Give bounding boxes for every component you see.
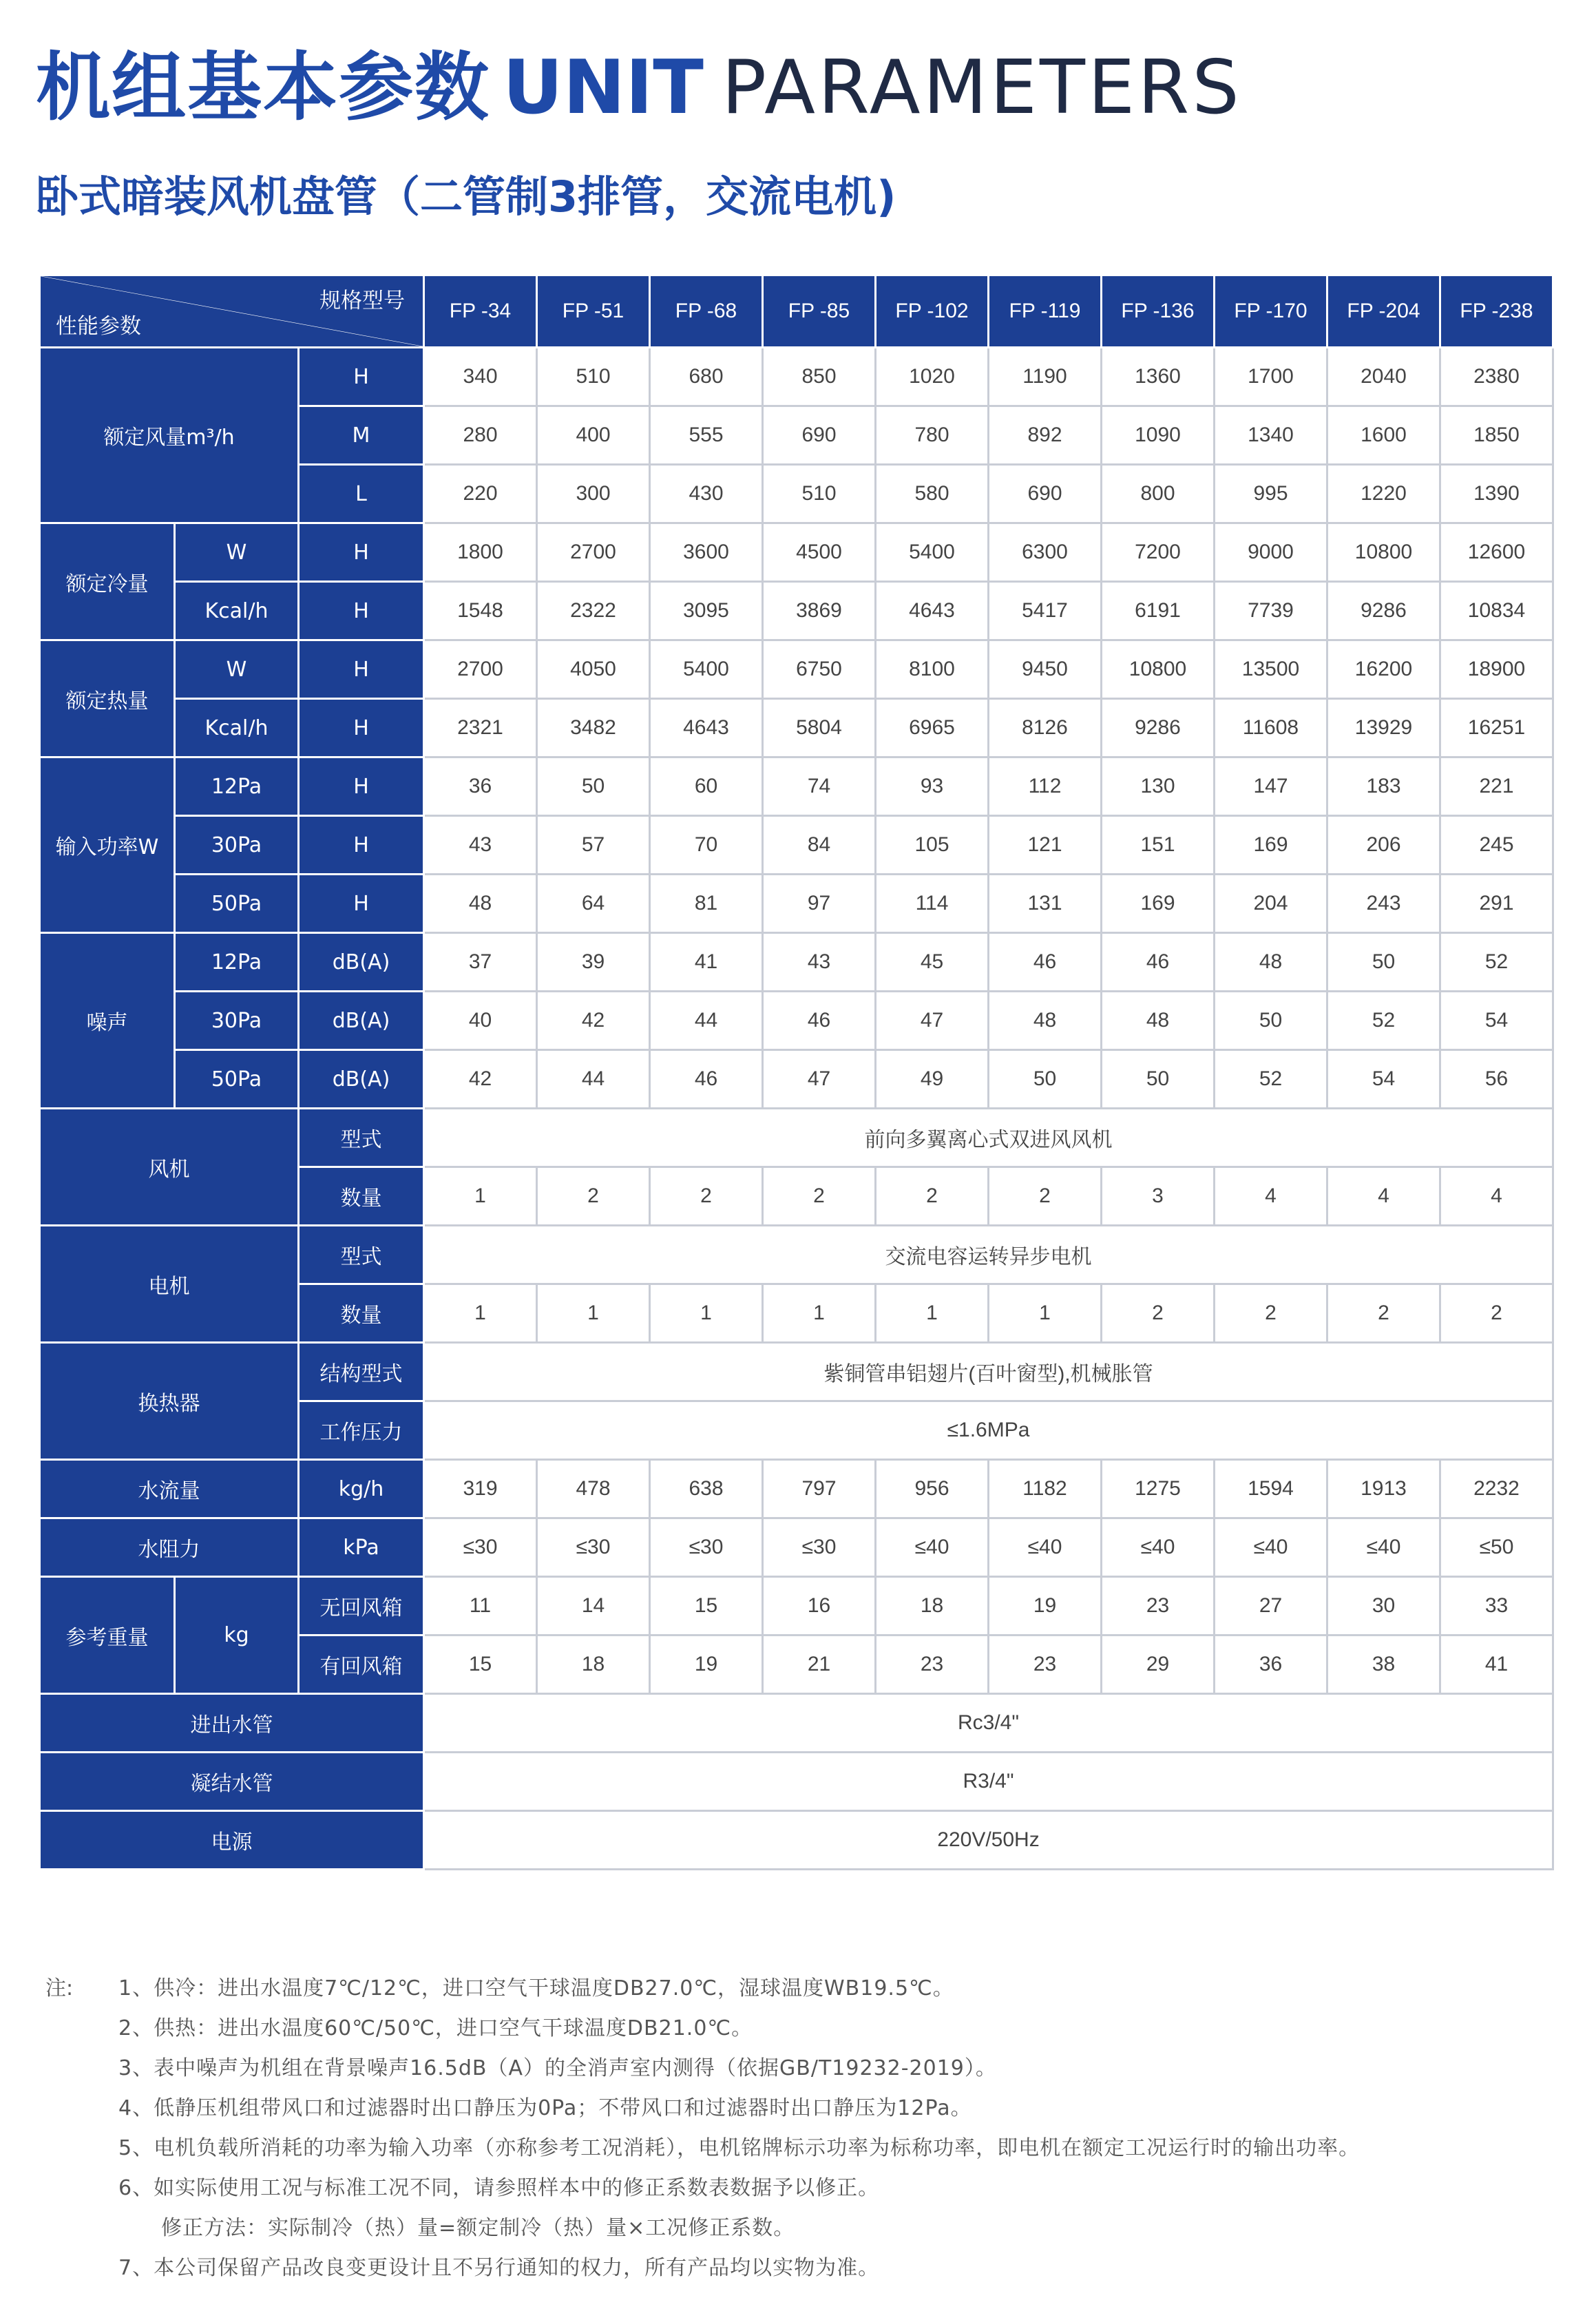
table-row [40,1460,1553,1518]
value-cell: 64 [537,875,650,933]
table-row [40,1109,1553,1167]
unit-label: kPa [299,1518,424,1577]
value-cell: 27 [1215,1577,1327,1636]
value-cell: 47 [876,992,989,1050]
unit-label: 12Pa [175,757,299,816]
value-cell: 510 [763,465,876,523]
value-cell: 1182 [989,1460,1102,1518]
value-cell: 44 [537,1050,650,1109]
value-cell: 43 [763,933,876,992]
value-cell: 147 [1215,757,1327,816]
value-cell: 680 [650,348,763,406]
table-row [40,582,1553,640]
value-cell: 1700 [1215,348,1327,406]
value-cell: ≤40 [1327,1518,1440,1577]
value-cell: 10800 [1327,523,1440,582]
value-cell: 50 [1102,1050,1215,1109]
sub-label: 结构型式 [299,1343,424,1401]
note-line: 5、电机负载所消耗的功率为输入功率（亦称参考工况消耗），电机铭牌标示功率为标称功率，即电机在额定工况运行时的输出功率。 [118,2136,1361,2160]
value-cell: 5417 [989,582,1102,640]
value-cell: 50 [1327,933,1440,992]
value-cell: 3600 [650,523,763,582]
value-cell: 41 [1440,1636,1553,1694]
value-cell: 11 [424,1577,537,1636]
value-cell: 6965 [876,699,989,757]
table-row [40,523,1553,582]
model-header: FP -85 [763,275,876,348]
value-cell: 1850 [1440,406,1553,465]
value-cell: 52 [1440,933,1553,992]
airflow-label: 额定风量m³/h [40,348,299,523]
model-header: FP -51 [537,275,650,348]
value-cell: 43 [424,816,537,875]
value-cell: 112 [989,757,1102,816]
value-cell: 23 [1102,1577,1215,1636]
value-cell: 780 [876,406,989,465]
power-label: 输入功率W [40,757,175,933]
table-row [40,348,1553,406]
value-cell: 220 [424,465,537,523]
value-cell: 12600 [1440,523,1553,582]
value-cell: 13929 [1327,699,1440,757]
model-header: FP -204 [1327,275,1440,348]
unit-label: W [175,523,299,582]
section-subtitle: 卧式暗装风机盘管（二管制3排管，交流电机) [36,171,896,222]
sub-label: H [299,875,424,933]
value-cell: 45 [876,933,989,992]
value-cell: 3 [1102,1167,1215,1226]
value-cell: 41 [650,933,763,992]
value-cell: 16200 [1327,640,1440,699]
table-row [40,1753,1553,1811]
value-cell: 1594 [1215,1460,1327,1518]
value-cell: 10800 [1102,640,1215,699]
heating-label: 额定热量 [40,640,175,757]
table-row [40,1577,1553,1636]
value-cell: 956 [876,1460,989,1518]
value-cell: 892 [989,406,1102,465]
value-cell: 1913 [1327,1460,1440,1518]
power-supply-label: 电源 [40,1811,424,1870]
value-cell: 16 [763,1577,876,1636]
drain-pipe-label: 凝结水管 [40,1753,424,1811]
unit-label: W [175,640,299,699]
value-cell: 131 [989,875,1102,933]
value-cell: 638 [650,1460,763,1518]
value-cell: 36 [424,757,537,816]
value-cell: 19 [989,1577,1102,1636]
value-cell: 1800 [424,523,537,582]
power-supply-value: 220V/50Hz [424,1811,1553,1870]
value-cell: 4 [1440,1167,1553,1226]
value-cell: 48 [989,992,1102,1050]
value-cell: 42 [424,1050,537,1109]
motor-type-value: 交流电容运转异步电机 [424,1226,1553,1284]
fan-label: 风机 [40,1109,299,1226]
table-row [40,933,1553,992]
value-cell: 169 [1102,875,1215,933]
value-cell: ≤30 [537,1518,650,1577]
unit-label: 12Pa [175,933,299,992]
model-header: FP -68 [650,275,763,348]
value-cell: 280 [424,406,537,465]
value-cell: 510 [537,348,650,406]
value-cell: 221 [1440,757,1553,816]
value-cell: 206 [1327,816,1440,875]
page-title [36,28,1242,131]
value-cell: ≤30 [424,1518,537,1577]
value-cell: 93 [876,757,989,816]
value-cell: 37 [424,933,537,992]
value-cell: 478 [537,1460,650,1518]
value-cell: 57 [537,816,650,875]
value-cell: 2 [1215,1284,1327,1343]
value-cell: 2 [1440,1284,1553,1343]
inlet-pipe-label: 进出水管 [40,1694,424,1753]
value-cell: 121 [989,816,1102,875]
value-cell: 30 [1327,1577,1440,1636]
value-cell: 430 [650,465,763,523]
value-cell: 797 [763,1460,876,1518]
value-cell: 1 [537,1284,650,1343]
corner-bottom-label: 性能参数 [56,314,141,339]
unit-label: kg/h [299,1460,424,1518]
unit-label: 50Pa [175,875,299,933]
value-cell: 2321 [424,699,537,757]
water-flow-label: 水流量 [40,1460,299,1518]
exchanger-struct-value: 紫铜管串铝翅片(百叶窗型),机械胀管 [424,1343,1553,1401]
value-cell: 2232 [1440,1460,1553,1518]
value-cell: 39 [537,933,650,992]
value-cell: 1 [876,1284,989,1343]
value-cell: 40 [424,992,537,1050]
value-cell: 291 [1440,875,1553,933]
value-cell: 2 [989,1167,1102,1226]
model-header: FP -102 [876,275,989,348]
value-cell: 400 [537,406,650,465]
table-row [40,1811,1553,1870]
value-cell: 19 [650,1636,763,1694]
value-cell: 5804 [763,699,876,757]
value-cell: 84 [763,816,876,875]
value-cell: 4643 [650,699,763,757]
drain-pipe-value: R3/4" [424,1753,1553,1811]
value-cell: 2 [1327,1284,1440,1343]
value-cell: 300 [537,465,650,523]
note-line: 6、如实际使用工况与标准工况不同，请参照样本中的修正系数表数据予以修正。 [118,2176,880,2200]
sub-label: H [299,640,424,699]
note-line: 2、供热：进出水温度60℃/50℃，进口空气干球温度DB21.0℃。 [118,2016,753,2040]
value-cell: 114 [876,875,989,933]
value-cell: 800 [1102,465,1215,523]
value-cell: 555 [650,406,763,465]
value-cell: 1 [989,1284,1102,1343]
value-cell: 1 [424,1167,537,1226]
sub-label: dB(A) [299,1050,424,1109]
unit-parameters-table [39,274,1554,1870]
note-line: 1、供冷：进出水温度7℃/12℃，进口空气干球温度DB27.0℃，湿球温度WB19.5℃。 [118,1976,954,2000]
sub-label: dB(A) [299,933,424,992]
water-resist-label: 水阻力 [40,1518,299,1577]
value-cell: 1090 [1102,406,1215,465]
value-cell: 1 [424,1284,537,1343]
value-cell: 42 [537,992,650,1050]
value-cell: 204 [1215,875,1327,933]
table-row [40,875,1553,933]
value-cell: 1360 [1102,348,1215,406]
value-cell: 995 [1215,465,1327,523]
sub-label: 数量 [299,1167,424,1226]
value-cell: 2 [1102,1284,1215,1343]
noise-label: 噪声 [40,933,175,1109]
table-row [40,275,1553,348]
value-cell: 11608 [1215,699,1327,757]
value-cell: 48 [1102,992,1215,1050]
table-row [40,992,1553,1050]
value-cell: 23 [989,1636,1102,1694]
sub-label: 型式 [299,1226,424,1284]
value-cell: 48 [424,875,537,933]
value-cell: 245 [1440,816,1553,875]
value-cell: 16251 [1440,699,1553,757]
value-cell: 52 [1215,1050,1327,1109]
value-cell: 74 [763,757,876,816]
unit-label: 30Pa [175,816,299,875]
unit-label: 50Pa [175,1050,299,1109]
exchanger-label: 换热器 [40,1343,299,1460]
value-cell: 183 [1327,757,1440,816]
value-cell: 56 [1440,1050,1553,1109]
value-cell: 243 [1327,875,1440,933]
value-cell: 29 [1102,1636,1215,1694]
note-line: 4、低静压机组带风口和过滤器时出口静压为0Pa；不带风口和过滤器时出口静压为12Pa。 [118,2096,972,2120]
value-cell: ≤50 [1440,1518,1553,1577]
value-cell: 3869 [763,582,876,640]
value-cell: 33 [1440,1577,1553,1636]
value-cell: 21 [763,1636,876,1694]
sub-label: H [299,582,424,640]
inlet-pipe-value: Rc3/4" [424,1694,1553,1753]
sub-label: dB(A) [299,992,424,1050]
value-cell: 23 [876,1636,989,1694]
value-cell: 2322 [537,582,650,640]
value-cell: 2700 [537,523,650,582]
value-cell: 38 [1327,1636,1440,1694]
sub-label: H [299,523,424,582]
value-cell: 54 [1440,992,1553,1050]
value-cell: 2 [763,1167,876,1226]
unit-label: 30Pa [175,992,299,1050]
value-cell: 3482 [537,699,650,757]
value-cell: 15 [424,1636,537,1694]
value-cell: 5400 [876,523,989,582]
sub-label: H [299,757,424,816]
value-cell: 46 [1102,933,1215,992]
value-cell: 151 [1102,816,1215,875]
note-line: 7、本公司保留产品改良变更设计且不另行通知的权力，所有产品均以实物为准。 [118,2256,880,2280]
value-cell: 47 [763,1050,876,1109]
value-cell: 8126 [989,699,1102,757]
exchanger-pressure-value: ≤1.6MPa [424,1401,1553,1460]
value-cell: 15 [650,1577,763,1636]
corner-header [40,275,424,348]
model-header: FP -119 [989,275,1102,348]
table-row [40,757,1553,816]
value-cell: 3095 [650,582,763,640]
value-cell: 97 [763,875,876,933]
value-cell: 54 [1327,1050,1440,1109]
value-cell: 1220 [1327,465,1440,523]
value-cell: 1190 [989,348,1102,406]
value-cell: 2040 [1327,348,1440,406]
value-cell: 4500 [763,523,876,582]
model-header: FP -34 [424,275,537,348]
fan-type-value: 前向多翼离心式双进风风机 [424,1109,1553,1167]
value-cell: 9450 [989,640,1102,699]
unit-label: Kcal/h [175,582,299,640]
value-cell: 169 [1215,816,1327,875]
page-title-en-bold: UNIT [503,45,704,131]
notes-head: 注: [45,1976,74,2000]
value-cell: 8100 [876,640,989,699]
value-cell: 13500 [1215,640,1327,699]
value-cell: 7200 [1102,523,1215,582]
table-row [40,640,1553,699]
model-header: FP -238 [1440,275,1553,348]
table-row [40,816,1553,875]
value-cell: 48 [1215,933,1327,992]
value-cell: 130 [1102,757,1215,816]
sub-label: 无回风箱 [299,1577,424,1636]
value-cell: 44 [650,992,763,1050]
value-cell: 4 [1327,1167,1440,1226]
value-cell: 1600 [1327,406,1440,465]
model-header: FP -136 [1102,275,1215,348]
note-line: 3、表中噪声为机组在背景噪声16.5dB（A）的全消声室内测得（依据GB/T19232-2019）。 [118,2056,997,2080]
value-cell: 4050 [537,640,650,699]
value-cell: 9286 [1102,699,1215,757]
value-cell: 1020 [876,348,989,406]
value-cell: 2 [650,1167,763,1226]
value-cell: 2380 [1440,348,1553,406]
value-cell: ≤30 [763,1518,876,1577]
value-cell: 2 [537,1167,650,1226]
unit-label: Kcal/h [175,699,299,757]
value-cell: 50 [989,1050,1102,1109]
value-cell: 1340 [1215,406,1327,465]
value-cell: ≤40 [1102,1518,1215,1577]
value-cell: 5400 [650,640,763,699]
value-cell: 2700 [424,640,537,699]
motor-label: 电机 [40,1226,299,1343]
value-cell: 4643 [876,582,989,640]
value-cell: 105 [876,816,989,875]
value-cell: 6191 [1102,582,1215,640]
page-title-en-light: PARAMETERS [721,45,1242,131]
value-cell: 690 [763,406,876,465]
value-cell: 580 [876,465,989,523]
value-cell: 1 [650,1284,763,1343]
value-cell: 49 [876,1050,989,1109]
table-row [40,1050,1553,1109]
page-title-cn: 机组基本参数 [36,45,491,131]
value-cell: 60 [650,757,763,816]
value-cell: 690 [989,465,1102,523]
value-cell: 46 [989,933,1102,992]
model-header: FP -170 [1215,275,1327,348]
table-row [40,1694,1553,1753]
value-cell: 36 [1215,1636,1327,1694]
corner-top-label: 规格型号 [319,289,405,313]
value-cell: 4 [1215,1167,1327,1226]
sub-label: 数量 [299,1284,424,1343]
sub-label: 有回风箱 [299,1636,424,1694]
sub-label: H [299,816,424,875]
sub-label: L [299,465,424,523]
value-cell: 1548 [424,582,537,640]
value-cell: ≤40 [989,1518,1102,1577]
value-cell: 850 [763,348,876,406]
value-cell: 7739 [1215,582,1327,640]
value-cell: 70 [650,816,763,875]
value-cell: 18 [537,1636,650,1694]
value-cell: 14 [537,1577,650,1636]
weight-label: 参考重量 [40,1577,175,1694]
value-cell: 9286 [1327,582,1440,640]
table-row [40,1226,1553,1284]
note-line: 修正方法：实际制冷（热）量=额定制冷（热）量×工况修正系数。 [118,2216,795,2240]
value-cell: 46 [763,992,876,1050]
unit-label: kg [175,1577,299,1694]
value-cell: 46 [650,1050,763,1109]
sub-label: M [299,406,424,465]
value-cell: 9000 [1215,523,1327,582]
value-cell: 10834 [1440,582,1553,640]
value-cell: 6300 [989,523,1102,582]
value-cell: 340 [424,348,537,406]
cooling-label: 额定冷量 [40,523,175,640]
value-cell: 18 [876,1577,989,1636]
value-cell: 50 [1215,992,1327,1050]
value-cell: 1275 [1102,1460,1215,1518]
sub-label: 工作压力 [299,1401,424,1460]
value-cell: 1390 [1440,465,1553,523]
table-row [40,1518,1553,1577]
value-cell: 81 [650,875,763,933]
value-cell: 50 [537,757,650,816]
sub-label: H [299,348,424,406]
value-cell: 18900 [1440,640,1553,699]
value-cell: ≤40 [1215,1518,1327,1577]
table-row [40,1343,1553,1401]
sub-label: H [299,699,424,757]
value-cell: 52 [1327,992,1440,1050]
value-cell: 6750 [763,640,876,699]
value-cell: ≤30 [650,1518,763,1577]
value-cell: 319 [424,1460,537,1518]
value-cell: 1 [763,1284,876,1343]
sub-label: 型式 [299,1109,424,1167]
table-row [40,699,1553,757]
value-cell: 2 [876,1167,989,1226]
value-cell: ≤40 [876,1518,989,1577]
